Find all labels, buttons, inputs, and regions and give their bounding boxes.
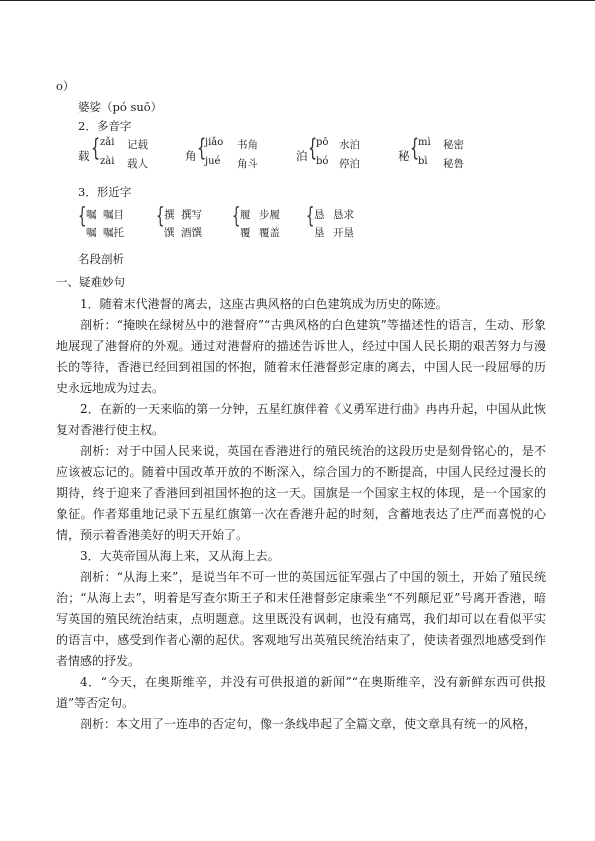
part-heading: 一、疑难妙句 [56, 275, 125, 289]
brace-icon: { [78, 204, 87, 229]
analysis-paragraph: 剖析：“掩映在绿树丛中的港督府”“古典风格的白色建筑”等描述性的语言，生动、形象地展现了港督府的外观。通过对港督府的描述告诉世人，经过中国人民长期的艰苦努力与漫长的等待，香港已经回到祖国的怀抱，随着末任港督彭定康的离去，中国人民一段屈辱的历史永远地成为过去。 [56, 318, 546, 395]
similar-char: 嘱 [86, 227, 97, 239]
word: 角斗 [237, 158, 258, 170]
word: 酒馔 [181, 227, 202, 239]
similar-char: 馔 [164, 227, 175, 239]
word: 撰写 [181, 209, 202, 221]
sentence-item: 2．在新的一天来临的第一分钟，五星红旗伴着《义勇军进行曲》冉冉升起，中国从此恢复对香港行使主权。 [56, 402, 546, 437]
similar-char: 嘱 [86, 209, 97, 221]
section-title-polyphones: 2．多音字 [78, 119, 132, 133]
pinyin: pō [316, 137, 329, 148]
word: 记载 [127, 139, 148, 151]
sentence-item: 1．随着末代港督的离去，这座古典风格的白色建筑成为历史的陈迹。 [80, 297, 448, 311]
pinyin: bó [316, 156, 329, 167]
word: 水泊 [339, 139, 360, 151]
word: 步履 [259, 209, 280, 221]
similar-char: 履 [240, 209, 251, 221]
polyphone-char: 载 [78, 149, 90, 163]
word: 载人 [127, 158, 148, 170]
word: 嘱目 [103, 209, 124, 221]
pinyin: jiǎo [205, 137, 224, 148]
polyphone-char: 秘 [398, 149, 410, 163]
analysis-paragraph: 剖析：对于中国人民来说，英国在香港进行的殖民统治的这段历史是刻骨铭心的，是不应该被忘记的。随着中国改革开放的不断深入，综合国力的不断提高，中国人民经过漫长的期待，终于迎来了香港回到祖国怀抱的这一天。国旗是一个国家主权的体现，是一个国家的象征。作者郑重地记录下五星红旗第一次在香港升起的时刻，含蓄地表达了庄严而喜悦的心情，预示着香港美好的明天开始了。 [56, 444, 546, 542]
brace-icon: { [91, 134, 101, 162]
similar-char: 覆 [240, 227, 251, 239]
sentence-item: 4．“今天，在奥斯维辛，并没有可供报道的新闻”“在奥斯维辛，没有新鲜东西可供报道”等否定句。 [56, 675, 546, 710]
word: 嘱托 [103, 227, 124, 239]
section-title-similar: 3．形近字 [78, 185, 132, 199]
word: 覆盖 [259, 227, 280, 239]
analysis-body [56, 294, 546, 735]
section-heading: 名段剖析 [78, 252, 124, 266]
header-rule [0, 0, 595, 1]
similar-char: 恳 [314, 209, 325, 221]
pinyin: mì [418, 137, 431, 148]
brace-icon: { [308, 134, 318, 162]
brace-icon: { [306, 204, 315, 229]
word: 开垦 [333, 227, 354, 239]
brace-icon: { [156, 204, 165, 229]
polyphone-char: 角 [185, 149, 197, 163]
sentence-item: 3．大英帝国从海上来，又从海上去。 [80, 549, 280, 563]
word: 秘鲁 [443, 158, 464, 170]
word: 书角 [237, 139, 258, 151]
pinyin: jué [205, 156, 221, 167]
brace-icon: { [197, 134, 207, 162]
top-fragment: o） [56, 79, 75, 93]
pinyin: zǎi [100, 137, 115, 148]
analysis-paragraph: 剖析：本文用了一连串的否定句，像一条线串起了全篇文章，使文章具有统一的风格， [80, 717, 537, 731]
pinyin: zài [100, 156, 115, 167]
word: 恳求 [333, 209, 354, 221]
pinyin: bì [418, 156, 428, 167]
analysis-paragraph: 剖析：“从海上来”，是说当年不可一世的英国远征军强占了中国的领土，开始了殖民统治；“从海上去”，明着是写查尔斯王子和末任港督彭定康乘坐“不列颠尼亚”号离开香港，暗写英国的殖民统治结束，点明题意。这里既没有讽刺，也没有痛骂，我们却可以在看似平实的语言中，感受到作者心潮的起伏。客观地写出英殖民统治结束了，使读者强烈地感受到作者情感的抒发。 [56, 570, 546, 668]
brace-icon: { [410, 134, 420, 162]
similar-char: 垦 [314, 227, 325, 239]
similar-char: 撰 [164, 209, 175, 221]
word: 秘密 [443, 139, 464, 151]
word: 停泊 [339, 158, 360, 170]
brace-icon: { [232, 204, 241, 229]
vocab-item: 婆娑（pó suō） [78, 100, 163, 114]
polyphone-char: 泊 [296, 149, 308, 163]
